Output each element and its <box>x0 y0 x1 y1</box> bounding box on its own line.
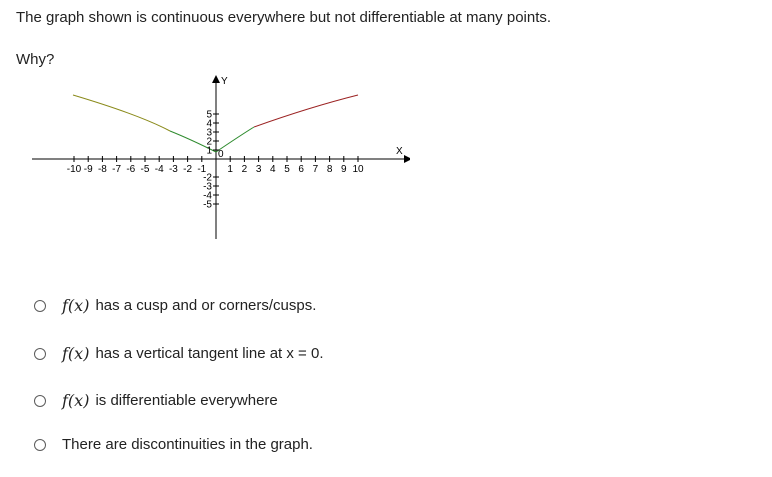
x-axis-arrow <box>404 155 410 163</box>
y-ticks <box>203 110 224 211</box>
x-tick-label: 9 <box>341 164 347 175</box>
x-tick-label: -9 <box>83 164 93 175</box>
x-tick-label: 1 <box>227 164 233 175</box>
choice-discontinuities[interactable] <box>34 436 313 453</box>
question-text: The graph shown is continuous everywhere but not differentiable at many points. <box>16 9 552 26</box>
y-axis-label: Y <box>221 76 228 87</box>
function-symbol: f(x) <box>62 296 90 315</box>
origin-label: 0 <box>218 149 224 160</box>
x-tick-label: -6 <box>126 164 136 175</box>
x-tick-label: 5 <box>284 164 290 175</box>
x-tick-label: -7 <box>112 164 122 175</box>
function-graph <box>30 75 410 240</box>
radio-button[interactable] <box>34 300 46 312</box>
choice-differentiable[interactable] <box>34 391 278 410</box>
function-symbol: f(x) <box>62 391 90 410</box>
right-curve <box>254 95 358 127</box>
x-tick-label: 3 <box>255 164 262 175</box>
radio-button[interactable] <box>34 395 46 407</box>
x-tick-label: 7 <box>312 164 319 175</box>
y-tick-label: -3 <box>203 181 212 193</box>
x-tick-label: 2 <box>241 164 248 175</box>
x-tick-label: -2 <box>183 164 193 175</box>
y-tick-label: 2 <box>206 136 212 148</box>
choice-label: has a vertical tangent line at x = 0. <box>95 345 324 362</box>
x-tick-label: -3 <box>168 164 178 175</box>
y-tick-label: 4 <box>206 118 212 130</box>
graph-canvas <box>30 75 410 240</box>
radio-button[interactable] <box>34 439 46 451</box>
choice-label: is differentiable everywhere <box>95 392 278 409</box>
function-symbol: f(x) <box>62 344 90 363</box>
y-axis-arrow <box>212 75 220 83</box>
x-tick-label: 4 <box>270 164 276 175</box>
x-tick-label: -4 <box>154 164 164 175</box>
x-tick-label: 6 <box>298 164 304 175</box>
y-tick-label: -4 <box>203 190 212 202</box>
x-tick-label: -8 <box>97 164 107 175</box>
y-tick-label: -5 <box>203 199 212 211</box>
y-tick-label: 3 <box>206 127 212 139</box>
y-tick-label: -2 <box>203 172 212 184</box>
x-tick-label: -10 <box>66 164 82 175</box>
x-tick-label: -5 <box>140 164 150 175</box>
choice-label: has a cusp and or corners/cusps. <box>95 297 317 314</box>
choice-label: There are discontinuities in the graph. <box>62 436 313 453</box>
x-tick-label: 8 <box>326 164 333 175</box>
left-curve <box>73 95 170 131</box>
x-axis-label: X <box>396 146 403 157</box>
radio-button[interactable] <box>34 348 46 360</box>
y-tick-label: 5 <box>206 109 212 121</box>
choice-vertical-tangent[interactable] <box>34 344 324 363</box>
y-tick-label: 1 <box>206 145 212 157</box>
choice-cusp[interactable] <box>34 296 316 315</box>
question-prompt: Why? <box>16 51 55 68</box>
x-tick-label: 10 <box>352 164 364 175</box>
x-tick-label: -1 <box>197 164 207 175</box>
